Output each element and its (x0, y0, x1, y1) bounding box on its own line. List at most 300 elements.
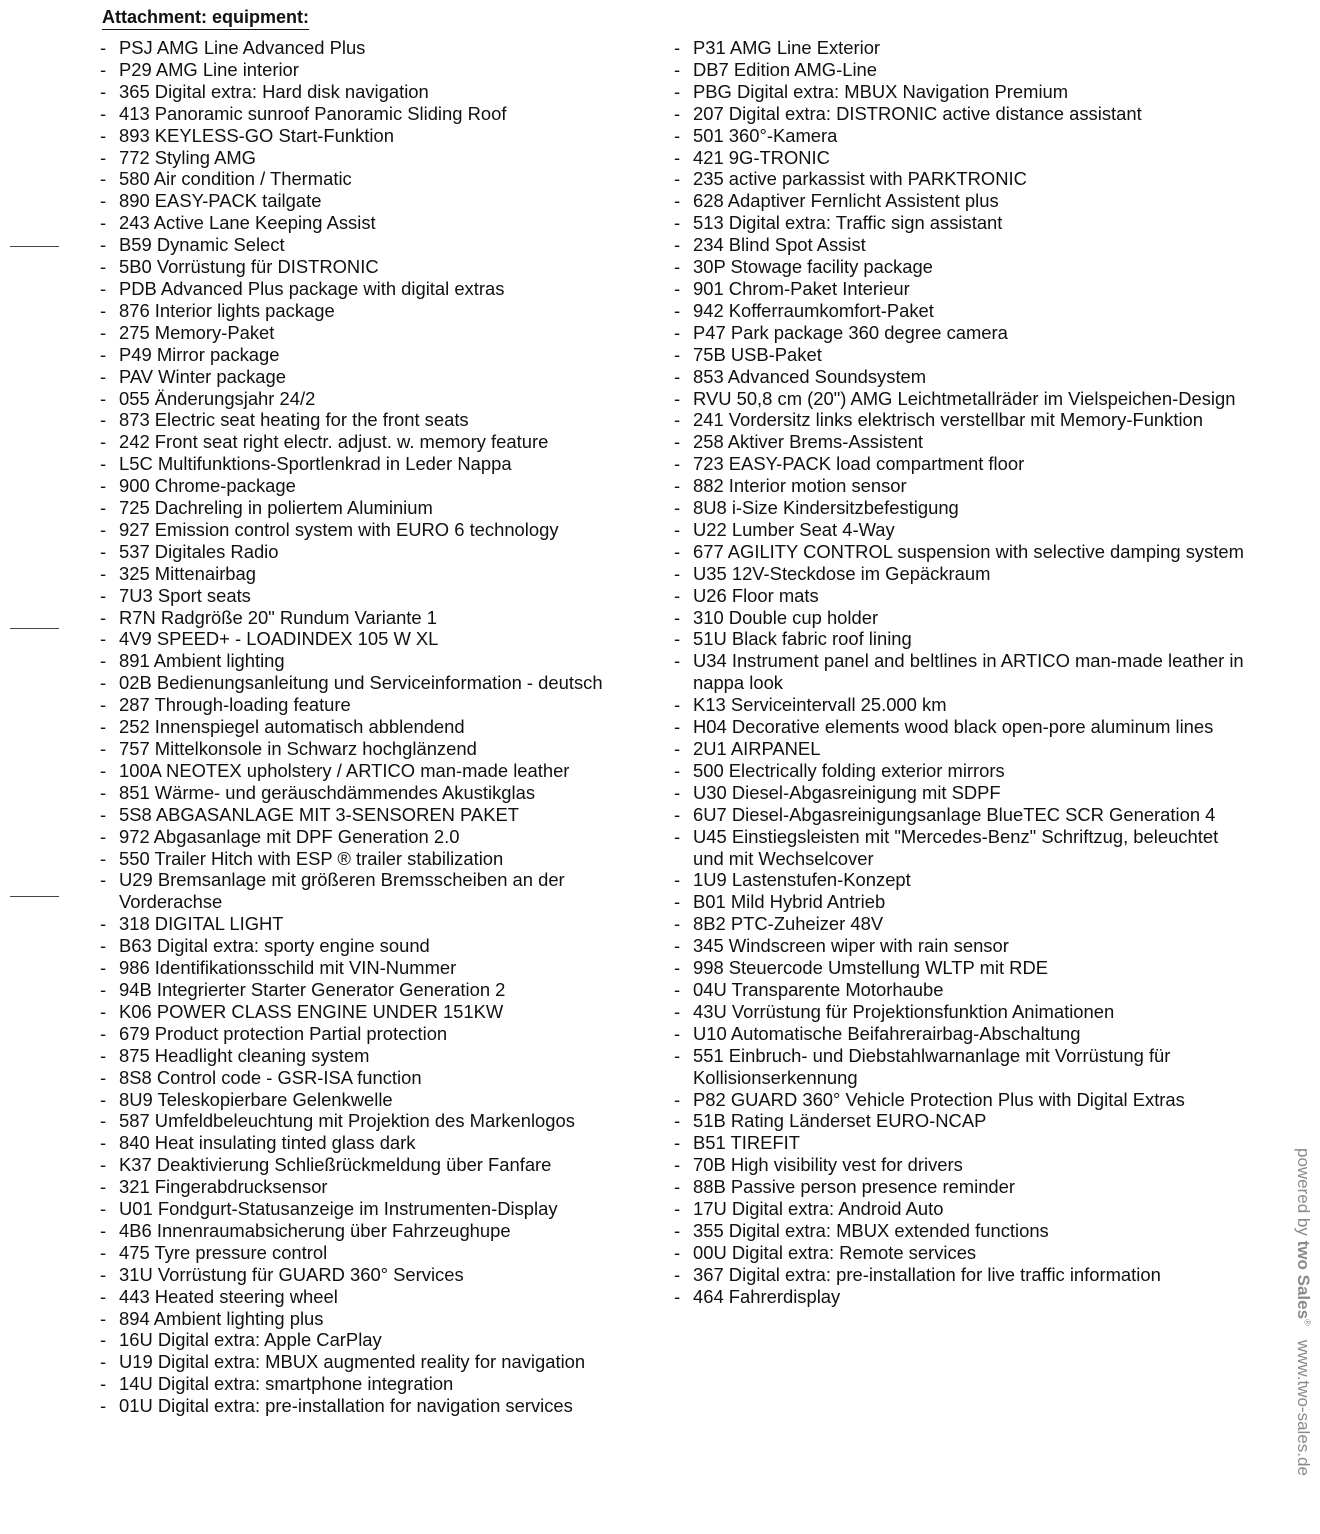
equipment-item (100, 1329, 660, 1351)
equipment-item-text: 927 Emission control system with EURO 6 technology (119, 518, 559, 540)
equipment-item-text: 443 Heated steering wheel (119, 1285, 338, 1307)
equipment-item-text: 31U Vorrüstung für GUARD 360° Services (119, 1263, 464, 1285)
list-dash: - (674, 518, 681, 540)
list-dash: - (674, 431, 681, 453)
list-dash: - (100, 584, 107, 606)
equipment-item-text: P49 Mirror package (119, 343, 280, 365)
equipment-item (674, 409, 1254, 431)
list-dash: - (100, 190, 107, 212)
list-dash: - (674, 716, 681, 738)
equipment-item (674, 147, 1254, 169)
equipment-item-text: 287 Through-loading feature (119, 694, 351, 716)
equipment-item-text: B51 TIREFIT (693, 1132, 800, 1154)
equipment-item-text: 17U Digital extra: Android Auto (693, 1198, 944, 1220)
equipment-item-text: P31 AMG Line Exterior (693, 37, 881, 58)
list-dash: - (100, 234, 107, 256)
equipment-item (674, 782, 1254, 804)
equipment-item (100, 738, 660, 760)
equipment-item (674, 1242, 1254, 1264)
equipment-item-text: PDB Advanced Plus package with digital extras (119, 277, 505, 299)
list-dash: - (100, 518, 107, 540)
equipment-item-text: 355 Digital extra: MBUX extended functions (693, 1219, 1049, 1241)
list-dash: - (674, 1198, 681, 1220)
list-dash: - (100, 80, 107, 102)
equipment-item (100, 344, 660, 366)
list-dash: - (674, 277, 681, 299)
list-dash: - (674, 803, 681, 825)
equipment-item-text: 464 Fahrerdisplay (693, 1285, 841, 1307)
equipment-item-text: 501 360°-Kamera (693, 124, 838, 146)
list-dash: - (100, 475, 107, 497)
equipment-item (674, 738, 1254, 760)
equipment-item-text: 757 Mittelkonsole in Schwarz hochglänzend (119, 738, 477, 759)
equipment-item (674, 1220, 1254, 1242)
equipment-item (100, 453, 660, 475)
equipment-item-text: RVU 50,8 cm (20") AMG Leichtmetallräder im Vielspeichen-Design (693, 387, 1236, 409)
credit-prefix: powered by (1294, 1148, 1313, 1241)
equipment-item-text: 413 Panoramic sunroof Panoramic Sliding Roof (119, 102, 507, 124)
equipment-item (100, 212, 660, 234)
equipment-item-text: 840 Heat insulating tinted glass dark (119, 1132, 416, 1154)
list-dash: - (100, 650, 107, 672)
equipment-item (100, 869, 660, 913)
equipment-item-text: 1U9 Lastenstufen-Konzept (693, 869, 911, 891)
equipment-item (100, 935, 660, 957)
list-dash: - (100, 1307, 107, 1329)
equipment-item-text: 5S8 ABGASANLAGE MIT 3-SENSOREN PAKET (119, 803, 519, 825)
equipment-item-text: 235 active parkassist with PARKTRONIC (693, 168, 1027, 190)
equipment-item (100, 782, 660, 804)
equipment-item (674, 804, 1254, 826)
equipment-item-text: 8B2 PTC-Zuheizer 48V (693, 913, 884, 935)
equipment-item-text: 43U Vorrüstung für Projektionsfunktion Animationen (693, 1000, 1115, 1022)
list-dash: - (100, 1198, 107, 1220)
equipment-item-text: 51B Rating Länderset EURO-NCAP (693, 1110, 987, 1132)
list-dash: - (100, 1351, 107, 1373)
equipment-item-text: 853 Advanced Soundsystem (693, 365, 927, 387)
list-dash: - (100, 321, 107, 343)
list-dash: - (674, 694, 681, 716)
equipment-item (100, 1264, 660, 1286)
list-dash: - (674, 80, 681, 102)
list-dash: - (100, 256, 107, 278)
equipment-item-text: 252 Innenspiegel automatisch abblendend (119, 716, 465, 738)
equipment-item-text: 88B Passive person presence reminder (693, 1176, 1016, 1198)
list-dash: - (100, 1044, 107, 1066)
equipment-item-text: 318 DIGITAL LIGHT (119, 913, 284, 935)
equipment-item (100, 804, 660, 826)
equipment-item-text: 998 Steuercode Umstellung WLTP mit RDE (693, 957, 1049, 979)
equipment-item (100, 563, 660, 585)
equipment-item (100, 388, 660, 410)
equipment-item (100, 431, 660, 453)
equipment-item-text: 876 Interior lights package (119, 299, 335, 321)
equipment-item (100, 497, 660, 519)
list-dash: - (100, 606, 107, 628)
equipment-item (674, 628, 1254, 650)
equipment-item (674, 234, 1254, 256)
equipment-item-text: 365 Digital extra: Hard disk navigation (119, 80, 429, 102)
list-dash: - (100, 1022, 107, 1044)
list-dash: - (100, 1395, 107, 1417)
list-dash: - (674, 606, 681, 628)
equipment-item (100, 168, 660, 190)
equipment-item (674, 344, 1254, 366)
list-dash: - (674, 650, 681, 672)
list-dash: - (674, 409, 681, 431)
margin-tick (10, 246, 59, 247)
equipment-item-text: 550 Trailer Hitch with ESP ® trailer stabilization (119, 847, 504, 869)
equipment-item-text: 4B6 Innenraumabsicherung über Fahrzeughupe (119, 1219, 511, 1241)
list-dash: - (674, 190, 681, 212)
equipment-item-text: 421 9G-TRONIC (693, 146, 830, 168)
equipment-item (674, 1176, 1254, 1198)
equipment-item-text: R7N Radgröße 20" Rundum Variante 1 (119, 606, 437, 628)
equipment-item (674, 388, 1254, 410)
equipment-item (100, 585, 660, 607)
equipment-item (674, 1132, 1254, 1154)
list-dash: - (674, 1219, 681, 1241)
equipment-item (674, 826, 1254, 870)
equipment-item (100, 1373, 660, 1395)
equipment-item (100, 475, 660, 497)
list-dash: - (100, 759, 107, 781)
list-dash: - (674, 781, 681, 803)
credit-url: www.two-sales.de (1294, 1339, 1313, 1476)
equipment-item-text: DB7 Edition AMG-Line (693, 58, 877, 80)
equipment-item (100, 1220, 660, 1242)
list-dash: - (100, 694, 107, 716)
list-dash: - (674, 212, 681, 234)
equipment-item-text: 04U Transparente Motorhaube (693, 978, 944, 1000)
margin-tick (10, 896, 59, 897)
list-dash: - (674, 978, 681, 1000)
equipment-item (100, 848, 660, 870)
equipment-item-text: 275 Memory-Paket (119, 321, 275, 343)
list-dash: - (100, 365, 107, 387)
equipment-item (100, 628, 660, 650)
equipment-item (100, 322, 660, 344)
equipment-item (100, 1067, 660, 1089)
equipment-item (100, 650, 660, 672)
equipment-item (674, 1045, 1254, 1089)
credit-mark: ® (1302, 1319, 1313, 1326)
equipment-item-text: 875 Headlight cleaning system (119, 1044, 370, 1066)
list-dash: - (100, 738, 107, 759)
equipment-item-text: U45 Einstiegsleisten mit "Mercedes-Benz" Schriftzug, beleuchtet und mit Wechselcover (693, 825, 1219, 869)
equipment-item (100, 147, 660, 169)
list-dash: - (100, 409, 107, 431)
equipment-item (674, 1198, 1254, 1220)
list-dash: - (674, 124, 681, 146)
list-dash: - (674, 738, 681, 759)
equipment-item (674, 716, 1254, 738)
equipment-item-text: 242 Front seat right electr. adjust. w. memory feature (119, 431, 549, 453)
equipment-item (100, 694, 660, 716)
list-dash: - (674, 1022, 681, 1044)
equipment-item (674, 59, 1254, 81)
equipment-item (100, 760, 660, 782)
equipment-item-text: P47 Park package 360 degree camera (693, 321, 1008, 343)
equipment-item (674, 256, 1254, 278)
list-dash: - (100, 1263, 107, 1285)
list-dash: - (674, 168, 681, 190)
equipment-item (100, 1242, 660, 1264)
list-dash: - (100, 387, 107, 409)
equipment-item (100, 1395, 660, 1417)
equipment-item-text: 475 Tyre pressure control (119, 1241, 328, 1263)
equipment-item (674, 935, 1254, 957)
equipment-item (100, 256, 660, 278)
list-dash: - (100, 277, 107, 299)
equipment-item-text: 325 Mittenairbag (119, 562, 256, 584)
equipment-item (674, 1023, 1254, 1045)
equipment-item-text: P82 GUARD 360° Vehicle Protection Plus with Digital Extras (693, 1088, 1185, 1110)
equipment-item-text: U35 12V-Steckdose im Gepäckraum (693, 562, 991, 584)
equipment-item-text: 367 Digital extra: pre-installation for live traffic information (693, 1263, 1161, 1285)
list-dash: - (674, 475, 681, 497)
list-dash: - (674, 957, 681, 979)
equipment-item-text: 258 Aktiver Brems-Assistent (693, 431, 923, 453)
equipment-item-text: U34 Instrument panel and beltlines in ARTICO man-made leather in nappa look (693, 650, 1244, 694)
equipment-item-text: 873 Electric seat heating for the front seats (119, 409, 469, 431)
list-dash: - (674, 1110, 681, 1132)
equipment-item (674, 168, 1254, 190)
list-dash: - (674, 1263, 681, 1285)
equipment-item-text: 00U Digital extra: Remote services (693, 1241, 977, 1263)
list-dash: - (674, 1088, 681, 1110)
equipment-item (100, 278, 660, 300)
list-dash: - (674, 825, 681, 847)
list-dash: - (674, 628, 681, 650)
equipment-item-text: 679 Product protection Partial protection (119, 1022, 448, 1044)
list-dash: - (674, 299, 681, 321)
equipment-item (674, 585, 1254, 607)
list-dash: - (100, 1219, 107, 1241)
equipment-item-text: 2U1 AIRPANEL (693, 738, 821, 759)
equipment-item (674, 37, 1254, 59)
equipment-item (674, 125, 1254, 147)
list-dash: - (674, 146, 681, 168)
list-dash: - (100, 716, 107, 738)
equipment-list-right (674, 37, 1254, 1308)
list-dash: - (100, 1000, 107, 1022)
list-dash: - (100, 58, 107, 80)
list-dash: - (674, 1176, 681, 1198)
equipment-item (674, 190, 1254, 212)
equipment-item-text: 986 Identifikationsschild mit VIN-Nummer (119, 957, 457, 979)
list-dash: - (100, 1241, 107, 1263)
list-dash: - (674, 343, 681, 365)
equipment-item-text: B59 Dynamic Select (119, 234, 285, 256)
equipment-item-text: 16U Digital extra: Apple CarPlay (119, 1329, 382, 1351)
equipment-item-text: 580 Air condition / Thermatic (119, 168, 352, 190)
list-dash: - (100, 1285, 107, 1307)
list-dash: - (100, 102, 107, 124)
equipment-item-text: 628 Adaptiver Fernlicht Assistent plus (693, 190, 999, 212)
equipment-item (674, 1089, 1254, 1111)
list-dash: - (674, 1044, 681, 1066)
equipment-item-text: 882 Interior motion sensor (693, 475, 907, 497)
list-dash: - (100, 1066, 107, 1088)
list-dash: - (674, 759, 681, 781)
equipment-item-text: PSJ AMG Line Advanced Plus (119, 37, 366, 58)
equipment-item (100, 1286, 660, 1308)
list-dash: - (100, 672, 107, 694)
equipment-item-text: 8S8 Control code - GSR-ISA function (119, 1066, 422, 1088)
equipment-item-text: 345 Windscreen wiper with rain sensor (693, 935, 1009, 957)
equipment-item-text: PAV Winter package (119, 365, 286, 387)
equipment-item (674, 212, 1254, 234)
equipment-item-text: 942 Kofferraumkomfort-Paket (693, 299, 934, 321)
list-dash: - (674, 321, 681, 343)
equipment-item-text: 900 Chrome-package (119, 475, 296, 497)
equipment-item-text: 587 Umfeldbeleuchtung mit Projektion des Markenlogos (119, 1110, 575, 1132)
list-dash: - (100, 37, 107, 58)
equipment-item-text: 8U8 i-Size Kindersitzbefestigung (693, 497, 959, 519)
equipment-item (100, 826, 660, 848)
list-dash: - (100, 803, 107, 825)
equipment-item (100, 716, 660, 738)
equipment-item-text: PBG Digital extra: MBUX Navigation Premium (693, 80, 1069, 102)
powered-by-credit (1293, 1148, 1318, 1476)
equipment-item-text: 537 Digitales Radio (119, 540, 279, 562)
equipment-item (674, 300, 1254, 322)
equipment-item-text: 500 Electrically folding exterior mirrors (693, 759, 1005, 781)
equipment-item (100, 37, 660, 59)
list-dash: - (100, 146, 107, 168)
equipment-item (100, 1308, 660, 1330)
equipment-item-text: U29 Bremsanlage mit größeren Bremsscheiben an der Vorderachse (119, 869, 565, 913)
equipment-item (674, 1110, 1254, 1132)
equipment-item-text: 723 EASY-PACK load compartment floor (693, 453, 1025, 475)
list-dash: - (100, 869, 107, 891)
list-dash: - (674, 1000, 681, 1022)
equipment-item-text: 8U9 Teleskopierbare Gelenkwelle (119, 1088, 393, 1110)
list-dash: - (100, 562, 107, 584)
list-dash: - (100, 168, 107, 190)
equipment-item (674, 475, 1254, 497)
equipment-item (674, 278, 1254, 300)
equipment-item-text: U22 Lumber Seat 4-Way (693, 518, 895, 540)
equipment-item-text: 851 Wärme- und geräuschdämmendes Akustikglas (119, 781, 536, 803)
equipment-item (100, 1023, 660, 1045)
list-dash: - (100, 978, 107, 1000)
equipment-item-text: 055 Änderungsjahr 24/2 (119, 387, 316, 409)
list-dash: - (674, 562, 681, 584)
list-dash: - (100, 299, 107, 321)
equipment-item (100, 1089, 660, 1111)
equipment-item-text: K06 POWER CLASS ENGINE UNDER 151KW (119, 1000, 504, 1022)
equipment-item (100, 234, 660, 256)
list-dash: - (100, 343, 107, 365)
equipment-item (674, 891, 1254, 913)
list-dash: - (674, 1241, 681, 1263)
equipment-item (674, 979, 1254, 1001)
equipment-list-left (100, 37, 660, 1417)
equipment-item-text: 972 Abgasanlage mit DPF Generation 2.0 (119, 825, 460, 847)
equipment-item (100, 913, 660, 935)
list-dash: - (674, 453, 681, 475)
equipment-item-text: 677 AGILITY CONTROL suspension with selective damping system (693, 540, 1244, 562)
equipment-item-text: 901 Chrom-Paket Interieur (693, 277, 910, 299)
equipment-item-text: U01 Fondgurt-Statusanzeige im Instrumenten-Display (119, 1198, 558, 1220)
list-dash: - (674, 256, 681, 278)
equipment-item (100, 81, 660, 103)
equipment-item-text: 551 Einbruch- und Diebstahlwarnanlage mit Vorrüstung für Kollisionserkennung (693, 1044, 1171, 1088)
list-dash: - (100, 1329, 107, 1351)
margin-tick (10, 628, 59, 629)
list-dash: - (100, 453, 107, 475)
equipment-item (100, 59, 660, 81)
equipment-item-text: 75B USB-Paket (693, 343, 822, 365)
equipment-item-text: 02B Bedienungsanleitung und Serviceinformation - deutsch (119, 672, 603, 694)
equipment-item-text: 894 Ambient lighting plus (119, 1307, 324, 1329)
equipment-item-text: 51U Black fabric roof lining (693, 628, 912, 650)
equipment-item-text: 14U Digital extra: smartphone integration (119, 1373, 454, 1395)
equipment-item (674, 103, 1254, 125)
equipment-item-text: 7U3 Sport seats (119, 584, 251, 606)
equipment-item-text: 70B High visibility vest for drivers (693, 1154, 963, 1176)
equipment-item (100, 1132, 660, 1154)
equipment-item-text: B63 Digital extra: sporty engine sound (119, 935, 430, 957)
equipment-item-text: 725 Dachreling in poliertem Aluminium (119, 497, 433, 519)
list-dash: - (674, 540, 681, 562)
equipment-item (100, 366, 660, 388)
equipment-item (674, 957, 1254, 979)
list-dash: - (100, 124, 107, 146)
equipment-item (100, 125, 660, 147)
equipment-item-text: H04 Decorative elements wood black open-pore aluminum lines (693, 716, 1214, 738)
equipment-item-text: 513 Digital extra: Traffic sign assistant (693, 212, 1003, 234)
list-dash: - (100, 1373, 107, 1395)
list-dash: - (100, 497, 107, 519)
equipment-item (100, 672, 660, 694)
equipment-item-text: 891 Ambient lighting (119, 650, 285, 672)
equipment-item-text: 30P Stowage facility package (693, 256, 933, 278)
equipment-item (100, 1045, 660, 1067)
equipment-item-text: U26 Floor mats (693, 584, 819, 606)
equipment-item-text: U10 Automatische Beifahrerairbag-Abschaltung (693, 1022, 1081, 1044)
equipment-item-text: 94B Integrierter Starter Generator Generation 2 (119, 978, 506, 1000)
equipment-item-text: 893 KEYLESS-GO Start-Funktion (119, 124, 394, 146)
list-dash: - (674, 102, 681, 124)
equipment-item-text: L5C Multifunktions-Sportlenkrad in Leder Nappa (119, 453, 512, 475)
list-dash: - (674, 234, 681, 256)
equipment-item (100, 1198, 660, 1220)
equipment-item (100, 979, 660, 1001)
equipment-item (100, 607, 660, 629)
list-dash: - (100, 935, 107, 957)
equipment-item (674, 431, 1254, 453)
equipment-item (674, 497, 1254, 519)
list-dash: - (674, 58, 681, 80)
equipment-item (674, 1286, 1254, 1308)
list-dash: - (100, 212, 107, 234)
equipment-item (100, 1001, 660, 1023)
equipment-item (674, 869, 1254, 891)
equipment-item-text: 772 Styling AMG (119, 146, 256, 168)
equipment-item-text: 5B0 Vorrüstung für DISTRONIC (119, 256, 379, 278)
equipment-item (674, 81, 1254, 103)
credit-brand: two Sales (1294, 1240, 1313, 1320)
equipment-item (674, 1001, 1254, 1023)
equipment-item-text: 310 Double cup holder (693, 606, 879, 628)
equipment-item-text: 890 EASY-PACK tailgate (119, 190, 322, 212)
equipment-item (100, 300, 660, 322)
list-dash: - (674, 365, 681, 387)
equipment-item (674, 322, 1254, 344)
